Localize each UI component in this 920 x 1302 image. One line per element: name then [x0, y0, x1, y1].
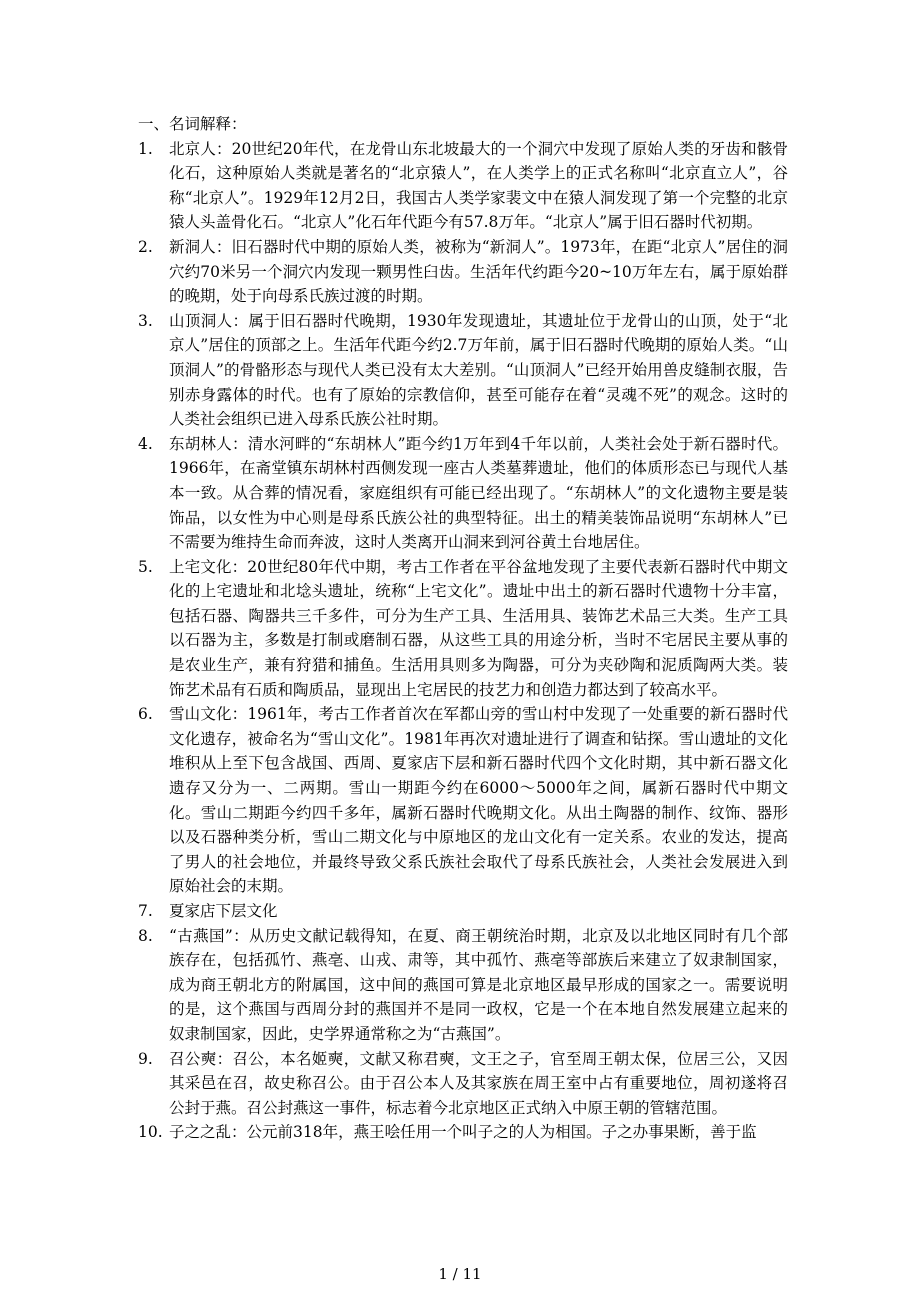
item-text: “古燕国”：从历史文献记载得知，在夏、商王朝统治时期，北京及以北地区同时有几个部族存在，包括孤竹、燕亳、山戎、肃等，其中孤竹、燕亳等部族后来建立了奴隶制国家，成为商王朝北方的附属国，这中间的燕国可算是北京地区最早形成的国家之一。需要说明的是，这个燕国与西周分封的燕国并不是同一政权，它是一个在本地自然发展建立起来的奴隶制国家，因此，史学界通常称之为“古燕国”。: [169, 926, 788, 1043]
list-item: [138, 1047, 788, 1121]
item-number: 7.: [138, 902, 153, 920]
item-text: 上宅文化：20世纪80年代中期，考古工作者在平谷盆地发现了主要代表新石器时代中期文化的上宅遗址和北埝头遗址，统称“上宅文化”。遗址中出土的新石器时代遗物十分丰富，包括石器、陶器共三千多件，可分为生产工具、生活用具、装饰艺术品三大类。生产工具以石器为主，多数是打制或磨制石器，从这些工具的用途分析，当时不宅居民主要从事的是农业生产，兼有狩猎和捕鱼。生活用具则多为陶器，可分为夹砂陶和泥质陶两大类。装饰艺术品有石质和陶质品，显现出上宅居民的技艺力和创造力都达到了较高水平。: [169, 557, 788, 699]
item-number: 10.: [138, 1123, 163, 1142]
item-text: 山顶洞人：属于旧石器时代晚期，1930年发现遗址，其遗址位于龙骨山的山顶，处于“北京人”居住的顶部之上。生活年代距今约2.7万年前，属于旧石器时代晚期的原始人类。“山顶洞人”的骨骼形态与现代人类已没有太大差别。“山顶洞人”已经开始用兽皮缝制衣服，告别赤身露体的时代。也有了原始的宗教信仰，甚至可能存在着“灵魂不死”的观念。这时的人类社会组织已进入母系氏族公社时期。: [169, 311, 788, 429]
item-number: 2.: [138, 237, 153, 256]
item-text: 北京人：20世纪20年代，在龙骨山东北坡最大的一个洞穴中发现了原始人类的牙齿和骸骨化石，这种原始人类就是著名的“北京猿人”，在人类学上的正式名称叫“北京直立人”，谷称“北京人”。1929年12月2日，我国古人类学家裴文中在猿人洞发现了第一个完整的北京猿人头盖骨化石。“北京人”化石年代距今有57.8万年。“北京人”属于旧石器时代初期。: [169, 139, 788, 232]
list-item: [138, 899, 788, 924]
item-number: 1.: [138, 139, 153, 158]
document-body: [138, 112, 788, 1145]
item-number: 3.: [138, 311, 153, 330]
item-text: 召公奭：召公，本名姬奭，文献又称君奭，文王之子，官至周王朝太保，位居三公，又因其采邑在召，故史称召公。由于召公本人及其家族在周王室中占有重要地位，周初遂将召公封于燕。召公封燕这一事件，标志着今北京地区正式纳入中原王朝的管辖范围。: [169, 1049, 788, 1117]
item-number: 5.: [138, 557, 153, 576]
list-item: [138, 432, 788, 555]
item-text: 东胡林人：清水河畔的“东胡林人”距今约1万年到4千年以前，人类社会处于新石器时代。1966年，在斋堂镇东胡林村西侧发现一座古人类墓葬遗址，他们的体质形态已与现代人基本一致。从合葬的情况看，家庭组织有可能已经出现了。“东胡林人”的文化遗物主要是装饰品，以女性为中心则是母系氏族公社的典型特征。出土的精美装饰品说明“东胡林人”已不需要为维持生命而奔波，这时人类离开山洞来到河谷黄土台地居住。: [169, 434, 788, 552]
item-text: 新洞人：旧石器时代中期的原始人类，被称为“新洞人”。1973年，在距“北京人”居住的洞穴约70米另一个洞穴内发现一颗男性臼齿。生活年代约距今20~10万年左右，属于原始群的晚期，处于向母系氏族过渡的时期。: [169, 237, 788, 306]
list-item: [138, 235, 788, 309]
item-text: 夏家店下层文化: [169, 902, 278, 920]
item-number: 4.: [138, 434, 153, 453]
definition-list: [138, 137, 788, 1145]
section-title: 一、名词解释：: [138, 115, 247, 133]
item-text: 子之之乱：公元前318年，燕王哙任用一个叫子之的人为相国。子之办事果断，善于监: [169, 1123, 757, 1142]
list-item: [138, 924, 788, 1047]
list-item: [138, 309, 788, 432]
page-number: 1 / 11: [438, 1265, 482, 1283]
item-number: 9.: [138, 1049, 153, 1068]
item-number: 8.: [138, 926, 153, 945]
list-item: [138, 1120, 788, 1145]
item-text: 雪山文化：1961年，考古工作者首次在军都山旁的雪山村中发现了一处重要的新石器时代文化遗存，被命名为“雪山文化”。1981年再次对遗址进行了调查和钻探。雪山遗址的文化堆积从上至下包含战国、西周、夏家店下层和新石器时代四个文化时期，其中新石器文化遗存又分为一、二两期。雪山一期距今约在6000～5000年之间，属新石器时代中期文化。雪山二期距今约四千多年，属新石器时代晚期文化。从出土陶器的制作、纹饰、器形以及石器种类分析，雪山二期文化与中原地区的龙山文化有一定关系。农业的发达，提高了男人的社会地位，并最终导致父系氏族社会取代了母系氏族社会，人类社会发展进入到原始社会的末期。: [169, 705, 788, 896]
list-item: [138, 702, 788, 899]
list-item: [138, 555, 788, 703]
list-item: [138, 137, 788, 235]
item-number: 6.: [138, 705, 153, 724]
